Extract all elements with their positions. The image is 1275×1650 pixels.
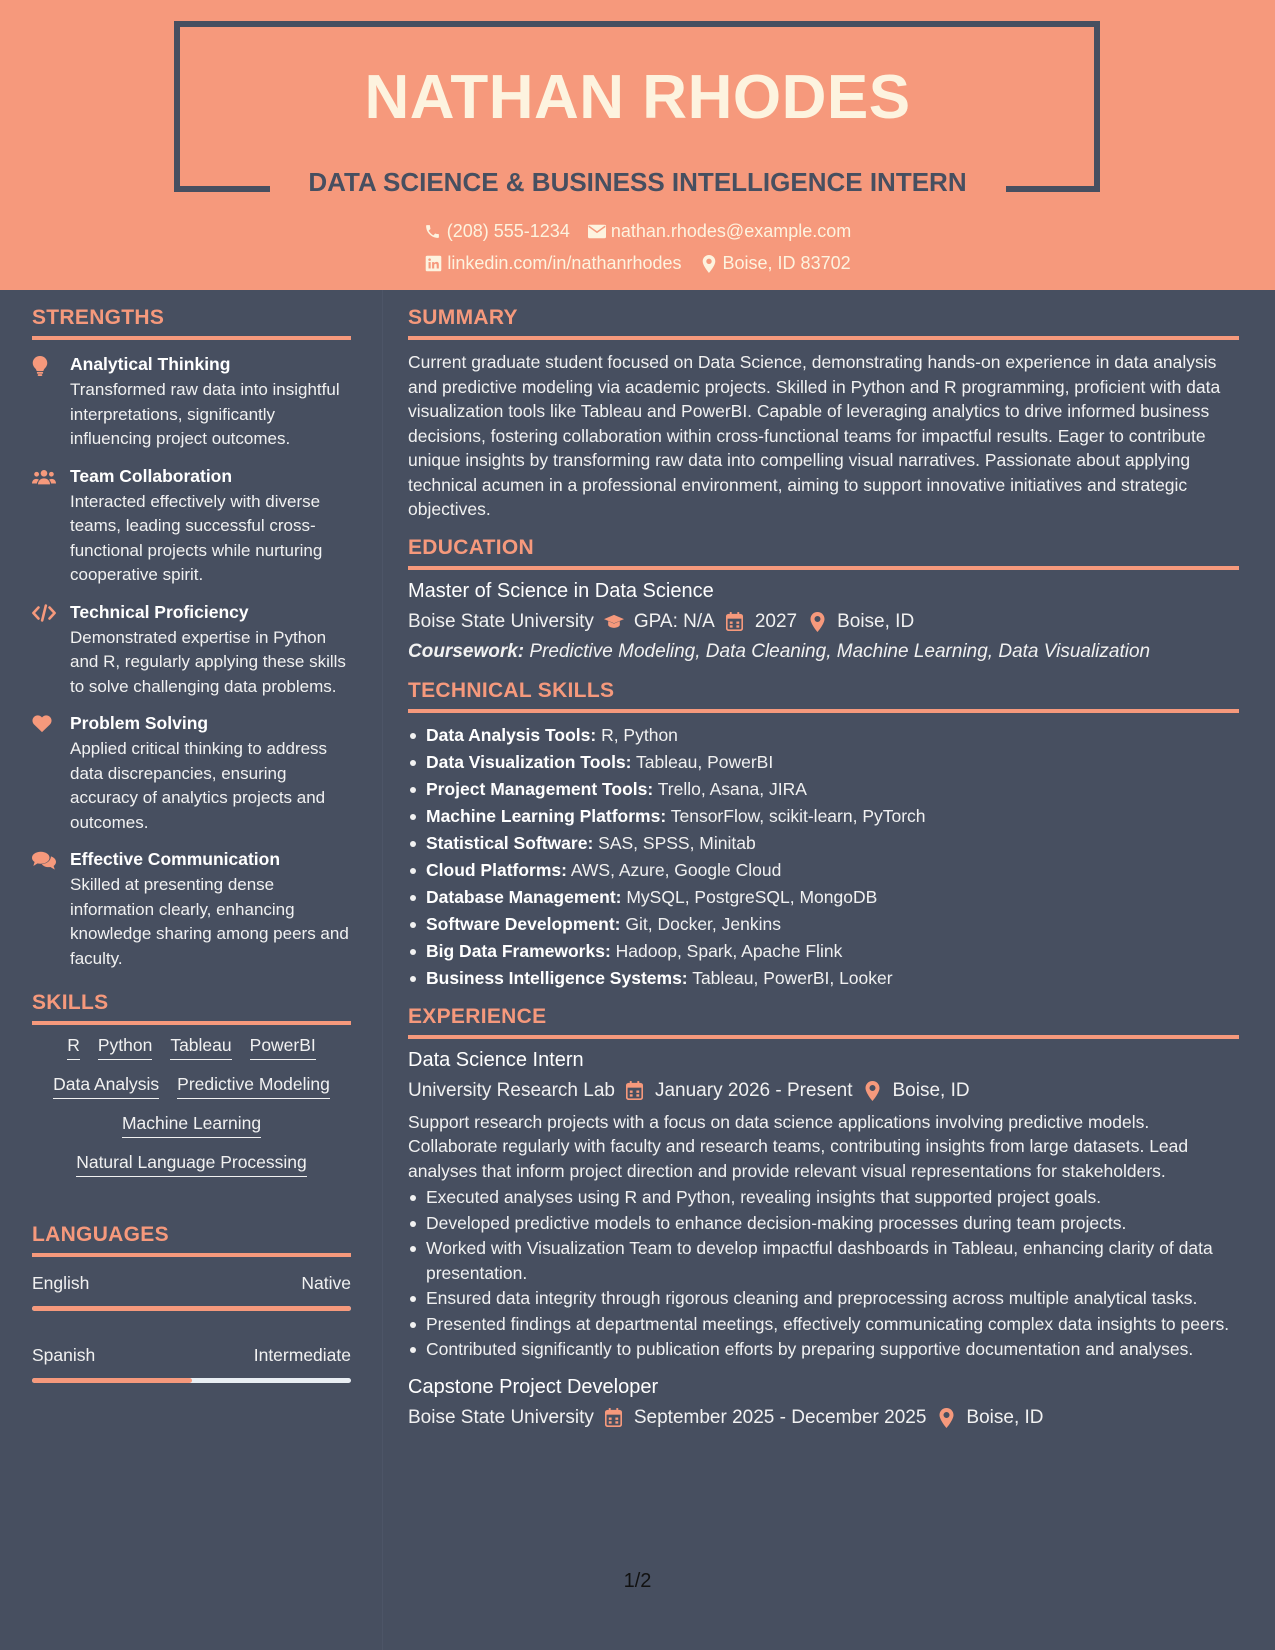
strength-title: Analytical Thinking [70, 354, 231, 374]
strength-item [32, 466, 351, 588]
strength-item [32, 713, 351, 835]
contact-phone[interactable]: (208) 555-1234 [424, 221, 570, 242]
list-item: Data Analysis Tools: R, Python [408, 723, 1239, 748]
list-item: Executed analyses using R and Python, revealing insights that supported project goals. [408, 1185, 1239, 1210]
skill-tag: PowerBI [250, 1035, 316, 1060]
contact-location: Boise, ID 83702 [700, 253, 851, 274]
language-proficiency-bar [32, 1306, 351, 1311]
language-level: Intermediate [253, 1345, 351, 1365]
contact-email[interactable]: nathan.rhodes@example.com [588, 221, 851, 242]
skill-tag: Predictive Modeling [177, 1074, 330, 1099]
job-dates: September 2025 - December 2025 [633, 1406, 927, 1428]
job-org: University Research Lab [408, 1079, 615, 1101]
list-item: Presented findings at departmental meetings, effectively communicating complex data insights to peers. [408, 1312, 1239, 1337]
job-meta [408, 1407, 1239, 1429]
map-marker-icon [863, 1081, 883, 1101]
list-item: Worked with Visualization Team to develop impactful dashboards in Tableau, enhancing clarity of data presentation. [408, 1236, 1239, 1285]
page-number: 1/2 [623, 1570, 652, 1592]
strength-item [32, 602, 351, 700]
resume-header [0, 0, 1275, 290]
experience-heading: EXPERIENCE [408, 1005, 1239, 1039]
list-item: Software Development: Git, Docker, Jenkins [408, 912, 1239, 937]
strength-title: Technical Proficiency [70, 601, 249, 622]
job-entry [408, 1049, 1239, 1362]
job-meta [408, 1080, 1239, 1102]
candidate-title: DATA SCIENCE & BUSINESS INTELLIGENCE INTERN [308, 167, 967, 197]
strength-desc: Transformed raw data into insightful interpretations, significantly influencing project outcomes. [70, 380, 340, 448]
right-column [408, 306, 1239, 1437]
skill-tag: Machine Learning [122, 1113, 261, 1138]
calendar-icon [725, 612, 745, 632]
skill-tag: Python [98, 1035, 152, 1060]
language-level: Native [301, 1273, 351, 1293]
skill-tag: R [67, 1035, 80, 1060]
job-description: Support research projects with a focus on data science applications involving predictive models. Collaborate regularly with faculty and research teams, contributing insights from large datasets. Lead analyses that inform project direction and provide relevant visual representations for stakeholders. [408, 1111, 1189, 1181]
job-bullets [408, 1185, 1239, 1362]
graduation-year: 2027 [754, 610, 798, 632]
strength-desc: Skilled at presenting dense information clearly, enhancing knowledge sharing among peers and faculty. [70, 875, 349, 968]
job-location: Boise, ID [892, 1079, 970, 1101]
lightbulb-icon [32, 354, 70, 452]
list-item: Contributed significantly to publication efforts by preparing supportive documentation and analyses. [408, 1337, 1239, 1362]
strengths-heading: STRENGTHS [32, 306, 351, 340]
summary-heading: SUMMARY [408, 306, 1239, 340]
contact-linkedin[interactable]: linkedin.com/in/nathanrhodes [424, 253, 681, 274]
list-item: Statistical Software: SAS, SPSS, Minitab [408, 831, 1239, 856]
skill-tag: Natural Language Processing [76, 1152, 307, 1177]
education-meta [408, 611, 1239, 633]
list-item: Database Management: MySQL, PostgreSQL, MongoDB [408, 885, 1239, 910]
gpa: GPA: N/A [633, 610, 715, 632]
linkedin-icon [424, 255, 442, 273]
strength-title: Team Collaboration [70, 465, 233, 486]
skills-tags [32, 1035, 351, 1177]
degree-title: Master of Science in Data Science [408, 579, 714, 602]
comments-icon [32, 849, 70, 971]
code-icon [32, 602, 70, 700]
technical-skills-list [408, 723, 1239, 991]
strength-item [32, 354, 351, 452]
heart-icon [32, 713, 70, 835]
skill-tag: Tableau [170, 1035, 231, 1060]
strength-desc: Applied critical thinking to address data discrepancies, ensuring accuracy of analytics projects and outcomes. [70, 739, 328, 832]
languages-heading: LANGUAGES [32, 1223, 351, 1257]
calendar-icon [604, 1408, 624, 1428]
list-item: Ensured data integrity through rigorous cleaning and preprocessing across multiple analytical tasks. [408, 1286, 1239, 1311]
language-name: English [32, 1273, 90, 1293]
coursework: Coursework: Predictive Modeling, Data Cleaning, Machine Learning, Data Visualization [408, 640, 1151, 662]
graduation-cap-icon [604, 612, 624, 632]
strength-title: Problem Solving [70, 713, 209, 733]
strength-title: Effective Communication [70, 849, 281, 869]
language-proficiency-bar [32, 1378, 351, 1383]
list-item: Developed predictive models to enhance decision-making processes during team projects. [408, 1211, 1239, 1236]
strengths-list [32, 354, 351, 971]
skill-tag: Data Analysis [53, 1074, 159, 1099]
envelope-icon [588, 223, 606, 241]
job-title: Capstone Project Developer [408, 1375, 659, 1398]
map-marker-icon [936, 1408, 956, 1428]
language-name: Spanish [32, 1345, 96, 1365]
map-marker-icon [700, 255, 718, 273]
language-item [32, 1273, 351, 1311]
job-title: Data Science Intern [408, 1048, 584, 1071]
list-item: Business Intelligence Systems: Tableau, PowerBI, Looker [408, 966, 1239, 991]
calendar-icon [625, 1081, 645, 1101]
summary-text: Current graduate student focused on Data Science, demonstrating hands-on experience in data analysis and predictive modeling via academic projects. Skilled in Python and R programming, proficient with data visualization tools like Tableau and PowerBI. Capable of leveraging analytics to drive informed business decisions, fostering collaboration within cross-functional teams for impactful results. Eager to contribute unique insights by transforming raw data into compelling visual narratives. Passionate about applying technical acumen in a professional environment, aiming to support innovative initiatives and strategic objectives. [408, 352, 1221, 519]
school-name: Boise State University [408, 610, 594, 632]
skills-heading: SKILLS [32, 991, 351, 1025]
job-org: Boise State University [408, 1406, 594, 1428]
education-location: Boise, ID [837, 610, 915, 632]
technical-skills-heading: TECHNICAL SKILLS [408, 679, 1239, 713]
list-item: Big Data Frameworks: Hadoop, Spark, Apache Flink [408, 939, 1239, 964]
strength-desc: Interacted effectively with diverse teams, leading successful cross-functional projects while nurturing cooperative spirit. [70, 491, 323, 584]
left-column [32, 306, 351, 1383]
strength-item [32, 849, 351, 971]
phone-icon [424, 223, 442, 241]
list-item: Project Management Tools: Trello, Asana, JIRA [408, 777, 1239, 802]
map-marker-icon [807, 612, 827, 632]
list-item: Cloud Platforms: AWS, Azure, Google Cloud [408, 858, 1239, 883]
list-item: Data Visualization Tools: Tableau, PowerBI [408, 750, 1239, 775]
job-location: Boise, ID [966, 1406, 1044, 1428]
job-entry [408, 1376, 1239, 1429]
strength-desc: Demonstrated expertise in Python and R, regularly applying these skills to solve challenging data problems. [70, 627, 346, 696]
users-icon [32, 466, 70, 588]
list-item: Machine Learning Platforms: TensorFlow, scikit-learn, PyTorch [408, 804, 1239, 829]
candidate-name: NATHAN RHODES [364, 63, 911, 132]
language-item [32, 1345, 351, 1383]
job-dates: January 2026 - Present [654, 1079, 853, 1101]
education-heading: EDUCATION [408, 536, 1239, 570]
